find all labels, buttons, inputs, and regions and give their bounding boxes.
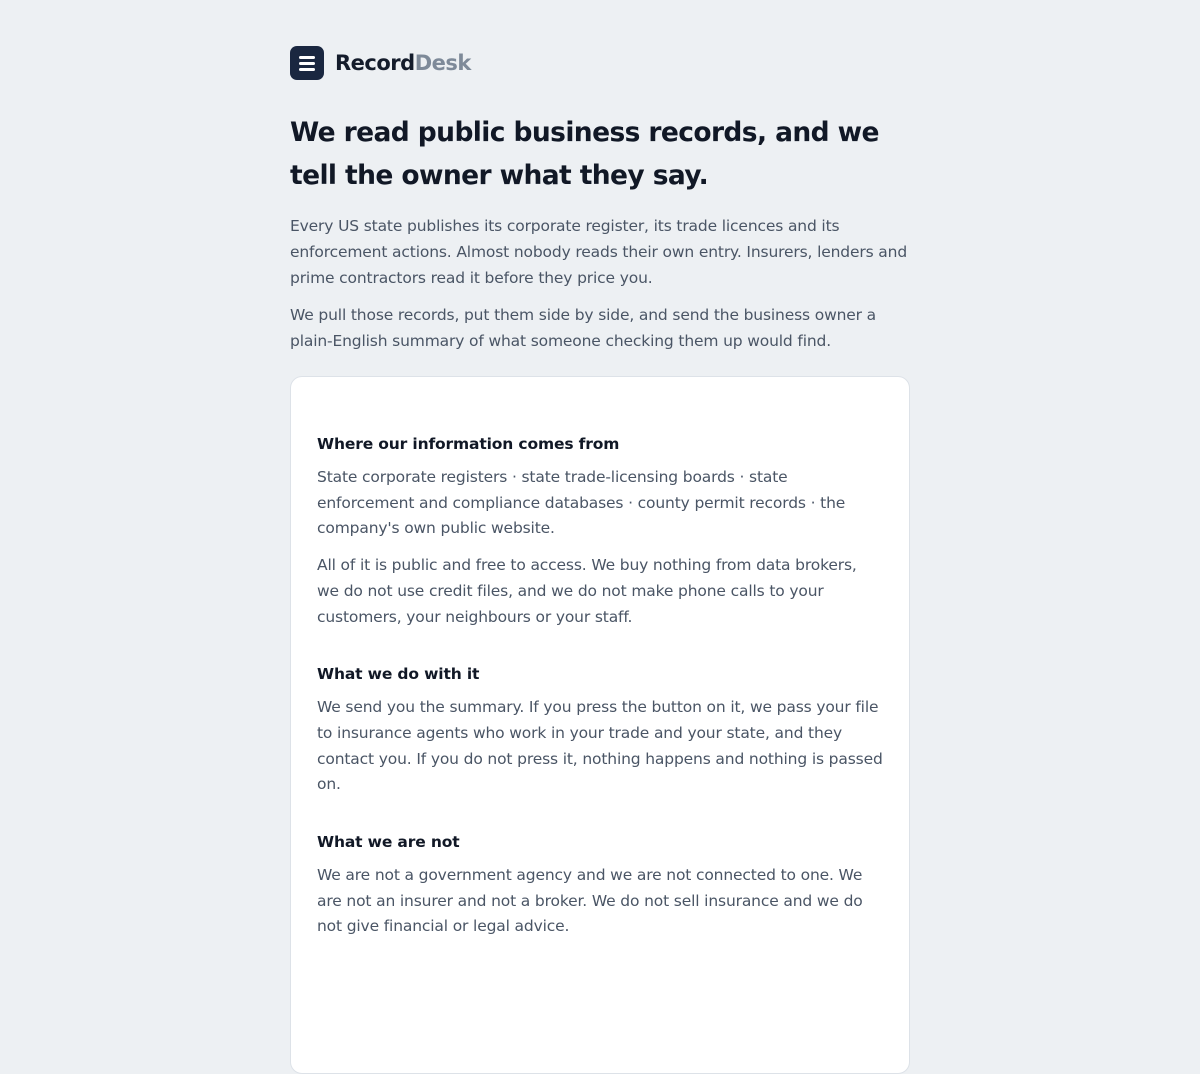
page-content (290, 46, 910, 1074)
sources-note: All of it is public and free to access. We buy nothing from data brokers, we do not use credit files, and we do not make phone calls to your customers, your neighbours or your staff. (317, 556, 857, 626)
usage-heading: What we do with it (317, 665, 480, 684)
sources-heading: Where our information comes from (317, 435, 620, 453)
menu-lines-icon (290, 46, 324, 80)
info-card (290, 376, 910, 1074)
brand-name (335, 46, 471, 80)
brand-name-record: Record (335, 51, 415, 75)
intro-paragraph: Every US state publishes its corporate register, its trade licences and its enforcement actions. Almost nobody reads their own entry. Insurers, lenders and prime contractors read it before they price you. (290, 217, 908, 287)
usage-paragraph: We send you the summary. If you press the button on it, we pass your file to insurance agents who work in your trade and your state, and they contact you. If you do not press it, nothing happens and nothing is passed on. (317, 698, 883, 794)
disclaimer-paragraph: We are not a government agency and we are not connected to one. We are not an insurer and not a broker. We do not sell insurance and we do not give financial or legal advice. (317, 866, 863, 936)
brand-logo[interactable] (290, 46, 910, 80)
page-title: We read public business records, and we tell the owner what they say. (290, 117, 879, 191)
summary-paragraph: We pull those records, put them side by side, and send the business owner a plain-English summary of what someone checking them up would find. (290, 306, 877, 350)
sources-list: State corporate registers · state trade-licensing boards · state enforcement and compliance databases · county permit records · the company's own public website. (317, 468, 846, 538)
disclaimer-heading: What we are not (317, 833, 460, 852)
brand-name-desk: Desk (414, 51, 471, 75)
